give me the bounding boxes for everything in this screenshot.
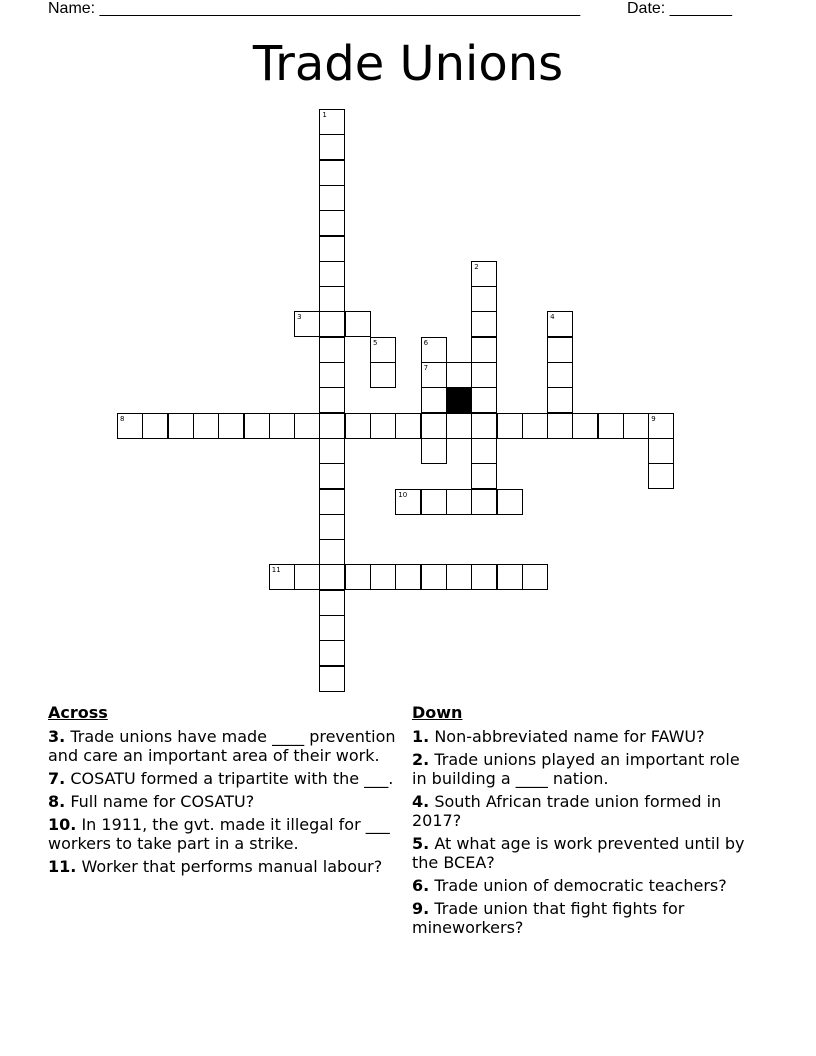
crossword-cell[interactable] xyxy=(294,311,320,337)
clue-text: South African trade union formed in 2017? xyxy=(412,792,722,830)
crossword-cell[interactable] xyxy=(497,413,523,439)
crossword-cell[interactable] xyxy=(370,413,396,439)
crossword-cell[interactable] xyxy=(319,489,345,515)
cell-number: 9 xyxy=(651,414,656,423)
crossword-cell[interactable] xyxy=(319,413,345,439)
clue-number: 4. xyxy=(412,792,430,811)
crossword-cell[interactable] xyxy=(623,413,649,439)
crossword-cell[interactable] xyxy=(471,564,497,590)
clue-number: 3. xyxy=(48,727,66,746)
page-title: Trade Unions xyxy=(252,36,564,92)
crossword-cell[interactable] xyxy=(471,261,497,287)
crossword-cell[interactable] xyxy=(218,413,244,439)
clue-number: 5. xyxy=(412,834,430,853)
crossword-cell[interactable] xyxy=(168,413,194,439)
clue-down-4 xyxy=(412,792,757,830)
clue-down-2 xyxy=(412,750,757,788)
clue-down-6 xyxy=(412,876,757,895)
cell-number: 1 xyxy=(322,111,327,119)
crossword-cell[interactable] xyxy=(572,413,598,439)
clue-down-5 xyxy=(412,834,757,872)
clue-text: At what age is work prevented until by the BCEA? xyxy=(412,834,745,872)
crossword-cell[interactable] xyxy=(319,362,345,388)
crossword-cell[interactable] xyxy=(471,337,497,363)
crossword-cell[interactable] xyxy=(471,489,497,515)
crossword-cell[interactable] xyxy=(319,666,345,692)
clue-down-9 xyxy=(412,899,757,937)
crossword-cell[interactable] xyxy=(471,362,497,388)
crossword-cell[interactable] xyxy=(471,286,497,312)
crossword-cell[interactable] xyxy=(598,413,624,439)
crossword-cell[interactable] xyxy=(370,362,396,388)
down-clues xyxy=(412,703,757,941)
cell-number: 3 xyxy=(297,313,302,322)
clue-across-8 xyxy=(48,792,404,811)
crossword-cell[interactable] xyxy=(319,615,345,641)
crossword-cell[interactable] xyxy=(319,210,345,236)
crossword-cell[interactable] xyxy=(319,311,345,337)
across-clues xyxy=(48,703,404,880)
crossword-cell[interactable] xyxy=(471,463,497,489)
crossword-cell[interactable] xyxy=(395,489,421,515)
crossword-cell[interactable] xyxy=(648,463,674,489)
clue-number: 10. xyxy=(48,815,77,834)
crossword-cell[interactable] xyxy=(193,413,219,439)
crossword-cell[interactable] xyxy=(648,413,674,439)
crossword-cell[interactable] xyxy=(319,337,345,363)
crossword-cell[interactable] xyxy=(319,261,345,287)
clue-text: Trade unions played an important role in building a ____ nation. xyxy=(412,750,740,788)
clue-number: 6. xyxy=(412,876,430,895)
crossword-cell[interactable] xyxy=(269,564,295,590)
date-field-label: Date: _______ xyxy=(627,0,732,17)
clue-number: 8. xyxy=(48,792,66,811)
crossword-cell[interactable] xyxy=(421,337,447,363)
clue-number: 7. xyxy=(48,769,66,788)
cell-number: 5 xyxy=(373,338,378,347)
cell-number: 11 xyxy=(271,566,281,575)
crossword-cell[interactable] xyxy=(345,564,371,590)
crossword-cell[interactable] xyxy=(421,362,447,388)
crossword-cell[interactable] xyxy=(446,362,472,388)
crossword-cell[interactable] xyxy=(370,564,396,590)
crossword-cell[interactable] xyxy=(446,489,472,515)
crossword-cell[interactable] xyxy=(319,514,345,540)
crossword-cell[interactable] xyxy=(345,413,371,439)
crossword-cell[interactable] xyxy=(471,438,497,464)
cell-number: 6 xyxy=(423,338,429,347)
crossword-cell[interactable] xyxy=(319,109,345,135)
clue-number: 1. xyxy=(412,727,430,746)
crossword-cell[interactable] xyxy=(117,413,143,439)
crossword-cell[interactable] xyxy=(522,413,548,439)
crossword-cell[interactable] xyxy=(142,413,168,439)
crossword-cell[interactable] xyxy=(319,160,345,186)
crossword-cell[interactable] xyxy=(471,311,497,337)
black-square xyxy=(446,387,472,413)
crossword-cell[interactable] xyxy=(319,564,345,590)
clue-text: Trade union of democratic teachers? xyxy=(434,876,727,895)
crossword-cell[interactable] xyxy=(319,590,345,616)
crossword-cell[interactable] xyxy=(319,387,345,413)
crossword-cell[interactable] xyxy=(319,640,345,666)
crossword-cell[interactable] xyxy=(497,564,523,590)
cell-number: 4 xyxy=(550,313,555,322)
crossword-cell[interactable] xyxy=(319,236,345,262)
crossword-cell[interactable] xyxy=(547,413,573,439)
crossword-cell[interactable] xyxy=(269,413,295,439)
clue-text: Full name for COSATU? xyxy=(70,792,255,811)
crossword-cell[interactable] xyxy=(395,413,421,439)
clue-across-10 xyxy=(48,815,404,853)
down-heading: Down xyxy=(412,703,463,722)
crossword-cell[interactable] xyxy=(547,387,573,413)
clue-text: COSATU formed a tripartite with the ___. xyxy=(70,769,394,788)
crossword-cell[interactable] xyxy=(446,413,472,439)
crossword-cell[interactable] xyxy=(244,413,270,439)
crossword-cell[interactable] xyxy=(421,564,447,590)
crossword-cell[interactable] xyxy=(319,438,345,464)
crossword-cell[interactable] xyxy=(294,564,320,590)
cell-number: 8 xyxy=(120,414,125,423)
crossword-cell[interactable] xyxy=(345,311,371,337)
clue-text: In 1911, the gvt. made it illegal for ___ workers to take part in a strike. xyxy=(48,815,390,853)
cell-number: 10 xyxy=(398,490,408,499)
clue-number: 2. xyxy=(412,750,430,769)
clue-text: Worker that performs manual labour? xyxy=(81,857,383,876)
clue-across-3 xyxy=(48,727,404,765)
crossword-cell[interactable] xyxy=(547,337,573,363)
crossword-cell[interactable] xyxy=(547,311,573,337)
crossword-cell[interactable] xyxy=(471,413,497,439)
clue-number: 9. xyxy=(412,899,430,918)
clue-across-7 xyxy=(48,769,404,788)
crossword-cell[interactable] xyxy=(319,539,345,565)
crossword-cell[interactable] xyxy=(294,413,320,439)
crossword-cell[interactable] xyxy=(421,438,447,464)
crossword-cell[interactable] xyxy=(319,185,345,211)
crossword-cell[interactable] xyxy=(648,438,674,464)
clue-text: Trade unions have made ____ prevention and care an important area of their work. xyxy=(48,727,396,765)
crossword-cell[interactable] xyxy=(421,387,447,413)
crossword-cell[interactable] xyxy=(421,489,447,515)
crossword-cell[interactable] xyxy=(319,286,345,312)
clue-down-1 xyxy=(412,727,757,746)
crossword-cell[interactable] xyxy=(395,564,421,590)
crossword-cell[interactable] xyxy=(370,337,396,363)
crossword-cell[interactable] xyxy=(497,489,523,515)
cell-number: 7 xyxy=(423,364,429,372)
crossword-cell[interactable] xyxy=(319,463,345,489)
clue-across-11 xyxy=(48,857,404,876)
clue-text: Non-abbreviated name for FAWU? xyxy=(434,727,705,746)
crossword-cell[interactable] xyxy=(446,564,472,590)
clue-number: 11. xyxy=(48,857,77,876)
crossword-cell[interactable] xyxy=(319,134,345,160)
crossword-cell[interactable] xyxy=(522,564,548,590)
cell-number: 2 xyxy=(474,262,479,271)
name-field-label: Name: ______________________________________________________ xyxy=(48,0,581,17)
crossword-cell[interactable] xyxy=(421,413,447,439)
crossword-cell[interactable] xyxy=(471,387,497,413)
across-heading: Across xyxy=(48,703,108,722)
clue-text: Trade union that fight fights for mineworkers? xyxy=(412,899,685,937)
crossword-cell[interactable] xyxy=(547,362,573,388)
